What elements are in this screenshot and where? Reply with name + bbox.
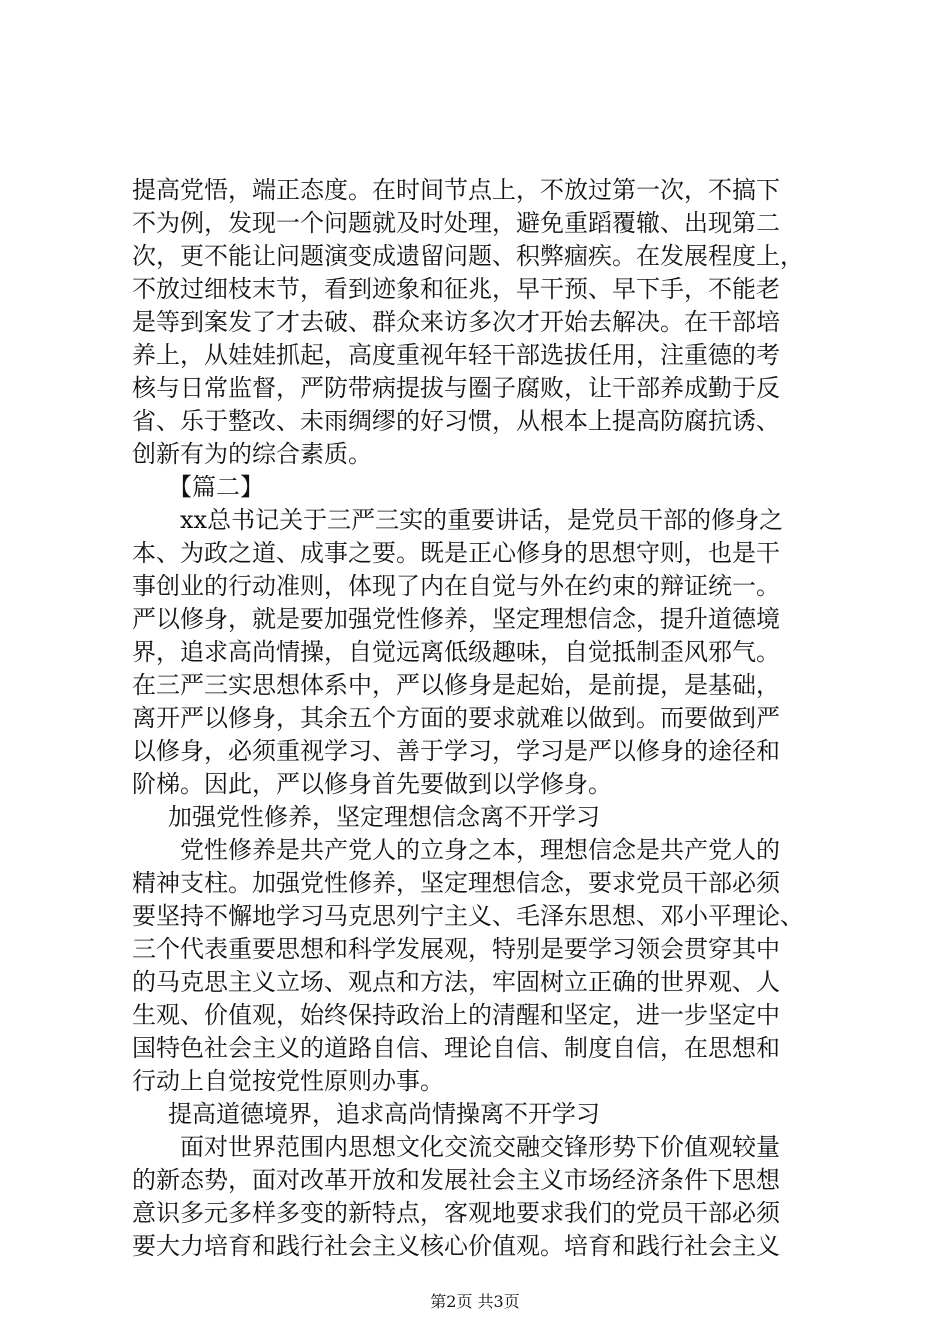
text-line: 核与日常监督，严防带病提拔与圈子腐败，让干部养成勤于反 — [132, 374, 780, 402]
text-line: 精神支柱。加强党性修养，坚定理想信念，要求党员干部必须 — [132, 869, 780, 897]
section-heading: 【篇二】 — [168, 473, 264, 501]
text-line: 意识多元多样多变的新特点，客观地要求我们的党员干部必须 — [132, 1199, 780, 1227]
text-line: xx总书记关于三严三实的重要讲话，是党员干部的修身之 — [180, 506, 784, 534]
text-line: 的马克思主义立场、观点和方法，牢固树立正确的世界观、人 — [132, 968, 780, 996]
text-line: 要大力培育和践行社会主义核心价值观。培育和践行社会主义 — [132, 1232, 780, 1260]
text-line: 国特色社会主义的道路自信、理论自信、制度自信，在思想和 — [132, 1034, 780, 1062]
text-line: 省、乐于整改、未雨绸缪的好习惯，从根本上提高防腐抗诱、 — [132, 407, 780, 435]
text-line: 生观、价值观，始终保持政治上的清醒和坚定，进一步坚定中 — [132, 1001, 780, 1029]
text-line: 界，追求高尚情操，自觉远离低级趣味，自觉抵制歪风邪气。 — [132, 638, 780, 666]
page-footer — [0, 1292, 950, 1312]
text-line: 以修身，必须重视学习、善于学习，学习是严以修身的途径和 — [132, 737, 780, 765]
text-line: 本、为政之道、成事之要。既是正心修身的思想守则，也是干 — [132, 539, 780, 567]
text-line: 三个代表重要思想和科学发展观，特别是要学习领会贯穿其中 — [132, 935, 780, 963]
text-line: 不放过细枝末节，看到迹象和征兆，早干预、早下手，不能老 — [132, 275, 780, 303]
text-line: 的新态势，面对改革开放和发展社会主义市场经济条件下思想 — [132, 1166, 780, 1194]
text-line: 养上，从娃娃抓起，高度重视年轻干部选拔任用，注重德的考 — [132, 341, 780, 369]
text-line: 次，更不能让问题演变成遗留问题、积弊痼疾。在发展程度上， — [132, 242, 804, 270]
subheading: 提高道德境界，追求高尚情操离不开学习 — [168, 1100, 600, 1128]
text-line: 阶梯。因此，严以修身首先要做到以学修身。 — [132, 770, 612, 798]
text-line: 严以修身，就是要加强党性修养，坚定理想信念，提升道德境 — [132, 605, 780, 633]
subheading: 加强党性修养，坚定理想信念离不开学习 — [168, 803, 600, 831]
text-line: 是等到案发了才去破、群众来访多次才开始去解决。在干部培 — [132, 308, 780, 336]
text-line: 事创业的行动准则，体现了内在自觉与外在约束的辩证统一。 — [132, 572, 780, 600]
text-line: 在三严三实思想体系中，严以修身是起始，是前提，是基础， — [132, 671, 780, 699]
document-body — [132, 174, 832, 1263]
text-line: 不为例，发现一个问题就及时处理，避免重蹈覆辙、出现第二 — [132, 209, 780, 237]
text-line: 行动上自觉按党性原则办事。 — [132, 1067, 444, 1095]
text-line: 党性修养是共产党人的立身之本，理想信念是共产党人的 — [180, 836, 780, 864]
page-number-label: 第2页 共3页 — [430, 1292, 520, 1311]
text-line: 要坚持不懈地学习马克思列宁主义、毛泽东思想、邓小平理论、 — [132, 902, 804, 930]
text-line: 离开严以修身，其余五个方面的要求就难以做到。而要做到严 — [132, 704, 780, 732]
text-line: 提高党悟，端正态度。在时间节点上，不放过第一次，不搞下 — [132, 176, 780, 204]
text-line: 面对世界范围内思想文化交流交融交锋形势下价值观较量 — [180, 1133, 780, 1161]
text-line: 创新有为的综合素质。 — [132, 440, 372, 468]
